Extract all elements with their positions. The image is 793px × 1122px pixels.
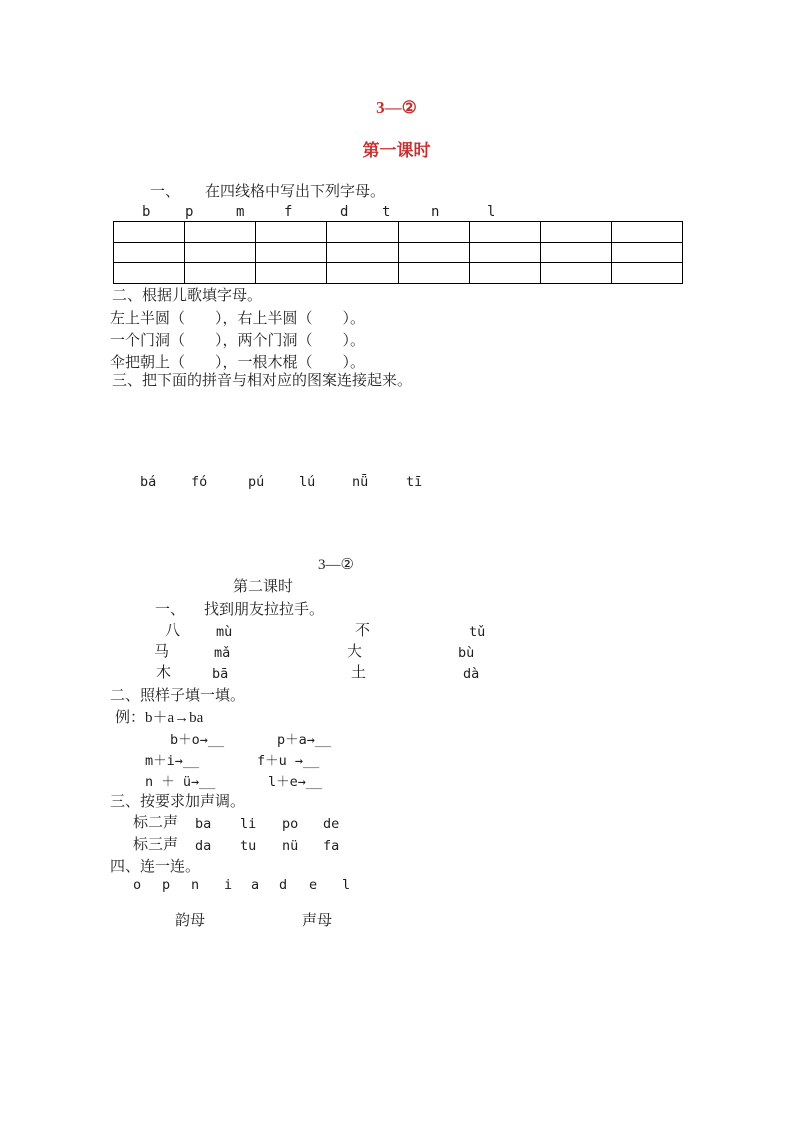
- connect-letter: i: [224, 877, 233, 893]
- connect-letter: l: [342, 877, 351, 893]
- l1q1-instruction: 在四线格中写出下列字母。: [205, 184, 386, 200]
- connect-letter: e: [309, 877, 318, 893]
- match-pinyin: tǔ: [469, 624, 486, 640]
- l2q4-heading: 四、连一连。: [110, 859, 201, 875]
- grid-cell: [540, 263, 611, 284]
- l2q3-heading: 三、按要求加声调。: [110, 794, 246, 810]
- lesson2-heading: 第二课时: [233, 579, 294, 595]
- connect-letter: o: [133, 877, 142, 893]
- lesson2-title: 3—②: [318, 557, 354, 573]
- practice-letter: l: [487, 204, 496, 220]
- pinyin-item: bá: [140, 474, 157, 490]
- grid-cell: [469, 263, 540, 284]
- practice-letter: d: [340, 204, 349, 220]
- l1q2-line: 一个门洞（ ），两个门洞（ ）。: [110, 333, 366, 349]
- grid-cell: [114, 222, 185, 243]
- match-hanzi: 大: [347, 644, 363, 660]
- l1q2-line: 左上半圆（ ），右上半圆（ ）。: [110, 311, 366, 327]
- l2q2-heading: 二、照样子填一填。: [110, 688, 246, 704]
- practice-letter: f: [284, 204, 293, 220]
- grid-cell: [327, 222, 398, 243]
- l1q1-number: 一、: [150, 184, 181, 200]
- connect-letter: n: [191, 877, 200, 893]
- grid-row: [114, 222, 683, 243]
- four-line-grid: [113, 221, 683, 284]
- match-pinyin: dà: [463, 666, 480, 682]
- tone-row-label: 标三声: [133, 837, 179, 853]
- grid-cell: [469, 222, 540, 243]
- grid-cell: [398, 222, 469, 243]
- match-pinyin: bù: [458, 645, 475, 661]
- pinyin-item: tī: [406, 474, 423, 490]
- tone-syllable: fa: [323, 838, 340, 854]
- grid-cell: [114, 242, 185, 263]
- practice-letter: b: [142, 204, 151, 220]
- grid-cell: [611, 242, 682, 263]
- connect-letter: d: [279, 877, 288, 893]
- pinyin-item: fó: [191, 474, 208, 490]
- tone-syllable: po: [282, 816, 299, 832]
- l2q1-number: 一、: [155, 602, 186, 618]
- grid-cell: [398, 242, 469, 263]
- grid-cell: [540, 222, 611, 243]
- grid-cell: [540, 242, 611, 263]
- grid-cell: [611, 222, 682, 243]
- lesson1-title: 3—②: [376, 98, 417, 117]
- grid-cell: [256, 242, 327, 263]
- grid-cell: [611, 263, 682, 284]
- formula-item: l＋e→__: [268, 774, 323, 790]
- match-hanzi: 马: [154, 644, 170, 660]
- practice-letter: n: [431, 204, 440, 220]
- grid-cell: [327, 242, 398, 263]
- pinyin-item: lú: [299, 474, 316, 490]
- match-hanzi: 木: [156, 665, 172, 681]
- formula-item: n ＋ ü→__: [145, 774, 216, 790]
- tone-syllable: tu: [240, 838, 257, 854]
- grid-cell: [256, 263, 327, 284]
- formula-item: p＋a→__: [277, 732, 332, 748]
- match-pinyin: bā: [212, 666, 229, 682]
- grid-cell: [185, 242, 256, 263]
- l1q3-heading: 三、把下面的拼音与相对应的图案连接起来。: [112, 373, 413, 389]
- formula-item: b＋o→__: [170, 732, 225, 748]
- l1q2-line: 伞把朝上（ ），一根木棍（ ）。: [110, 355, 366, 371]
- formula-item: m＋i→__: [145, 753, 200, 769]
- practice-letter: m: [236, 204, 245, 220]
- grid-row: [114, 263, 683, 284]
- l1q2-heading: 二、根据儿歌填字母。: [112, 288, 263, 304]
- lesson1-heading: 第一课时: [362, 141, 431, 160]
- tone-syllable: nü: [282, 838, 299, 854]
- match-pinyin: mù: [216, 624, 233, 640]
- grid-cell: [185, 222, 256, 243]
- grid-cell: [469, 242, 540, 263]
- group-label-finals: 韵母: [175, 913, 206, 929]
- practice-letter: t: [382, 204, 391, 220]
- tone-syllable: da: [195, 838, 212, 854]
- tone-syllable: de: [323, 816, 340, 832]
- l2q1-instruction: 找到朋友拉拉手。: [204, 602, 325, 618]
- match-hanzi: 土: [351, 665, 367, 681]
- pinyin-item: nǖ: [352, 474, 369, 490]
- tone-syllable: li: [240, 816, 257, 832]
- pinyin-item: pú: [248, 474, 265, 490]
- grid-row: [114, 242, 683, 263]
- tone-row-label: 标二声: [133, 815, 179, 831]
- connect-letter: a: [251, 877, 260, 893]
- tone-syllable: ba: [195, 816, 212, 832]
- group-label-initials: 声母: [302, 913, 333, 929]
- match-pinyin: mǎ: [214, 645, 231, 661]
- practice-letter: p: [185, 204, 194, 220]
- connect-letter: p: [162, 877, 171, 893]
- formula-item: f＋u →__: [257, 753, 320, 769]
- match-hanzi: 不: [355, 623, 371, 639]
- grid-cell: [185, 263, 256, 284]
- grid-cell: [256, 222, 327, 243]
- l2q2-example: 例：b＋a→ba: [115, 710, 204, 726]
- grid-cell: [114, 263, 185, 284]
- grid-cell: [398, 263, 469, 284]
- match-hanzi: 八: [165, 623, 181, 639]
- grid-cell: [327, 263, 398, 284]
